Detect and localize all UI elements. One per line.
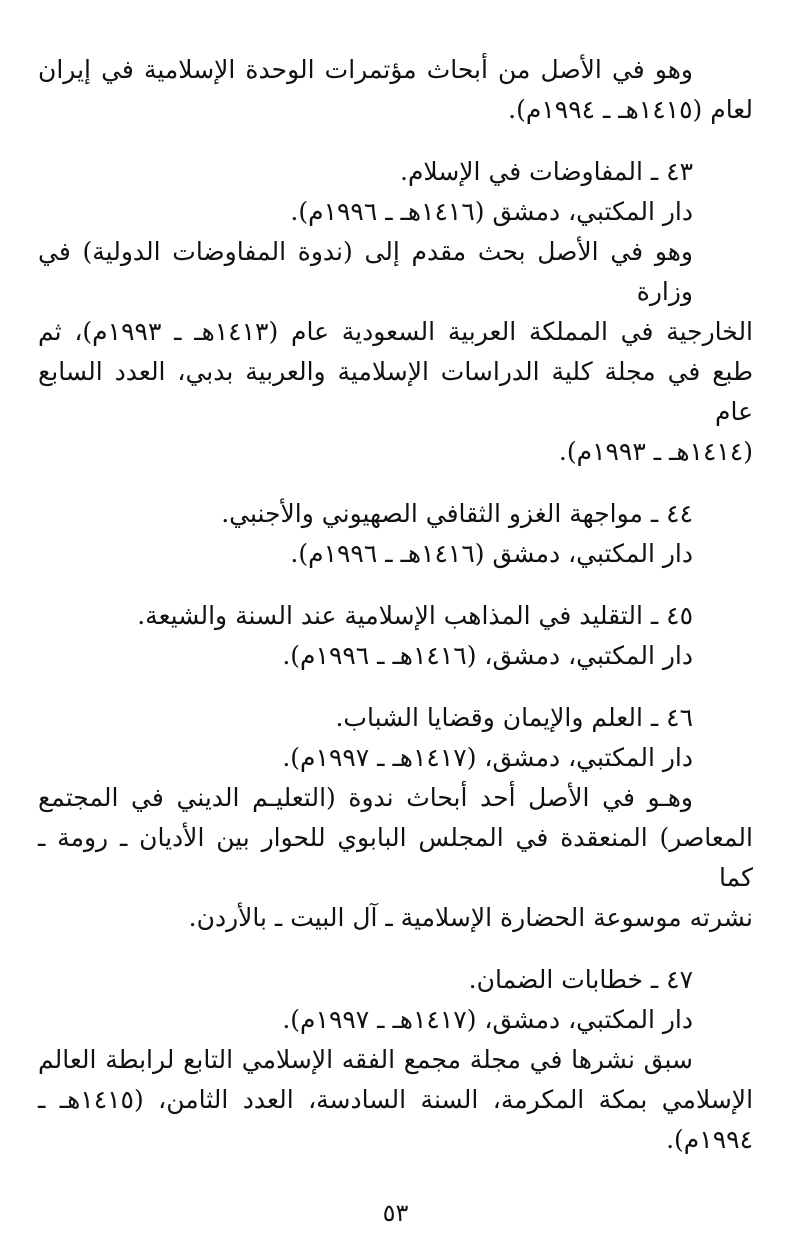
entry-title: ٤٦ ـ العلم والإيمان وقضايا الشباب. [335, 703, 693, 732]
text-line: (١٤١٤هـ ـ ١٩٩٣م). [558, 437, 753, 466]
text-line: لعام (١٤١٥هـ ـ ١٩٩٤م). [508, 95, 753, 124]
text-line: ١٩٩٤م). [666, 1125, 753, 1154]
text-line: وهو في الأصل بحث مقدم إلى (ندوة المفاوضات الدولية) في وزارة [38, 237, 693, 306]
entry-title: ٤٤ ـ مواجهة الغزو الثقافي الصهيوني والأجنبي. [221, 499, 693, 528]
page-body [38, 50, 753, 1160]
text-line: الخارجية في المملكة العربية السعودية عام (١٤١٣هـ ـ ١٩٩٣م)، ثم [38, 317, 754, 346]
page-number: ٥٣ [382, 1199, 409, 1227]
publisher-line: دار المكتبي، دمشق (١٤١٦هـ ـ ١٩٩٦م). [290, 197, 693, 226]
publisher-line: دار المكتبي، دمشق، (١٤١٦هـ ـ ١٩٩٦م). [282, 641, 693, 670]
publisher-line: دار المكتبي، دمشق (١٤١٦هـ ـ ١٩٩٦م). [290, 539, 693, 568]
entry-title: ٤٥ ـ التقليد في المذاهب الإسلامية عند السنة والشيعة. [137, 601, 693, 630]
text-line: نشرته موسوعة الحضارة الإسلامية ـ آل البيت ـ بالأردن. [188, 903, 753, 932]
text-line: طبع في مجلة كلية الدراسات الإسلامية والعربية بدبي، العدد السابع عام [38, 357, 753, 426]
publisher-line: دار المكتبي، دمشق، (١٤١٧هـ ـ ١٩٩٧م). [282, 743, 693, 772]
entry-title: ٤٧ ـ خطابات الضمان. [468, 965, 693, 994]
text-line: وهـو في الأصل أحد أبحاث ندوة (التعليـم الديني في المجتمع [38, 783, 693, 812]
text-line: المعاصر) المنعقدة في المجلس البابوي للحوار بين الأديان ـ رومة ـ كما [38, 823, 753, 892]
text-line: الإسلامي بمكة المكرمة، السنة السادسة، العدد الثامن، (١٤١٥هـ ـ [38, 1085, 754, 1114]
text-line: سبق نشرها في مجلة مجمع الفقه الإسلامي التابع لرابطة العالم [38, 1045, 693, 1074]
publisher-line: دار المكتبي، دمشق، (١٤١٧هـ ـ ١٩٩٧م). [282, 1005, 693, 1034]
text-line: وهو في الأصل من أبحاث مؤتمرات الوحدة الإسلامية في إيران [38, 55, 693, 84]
entry-title: ٤٣ ـ المفاوضات في الإسلام. [400, 157, 693, 186]
